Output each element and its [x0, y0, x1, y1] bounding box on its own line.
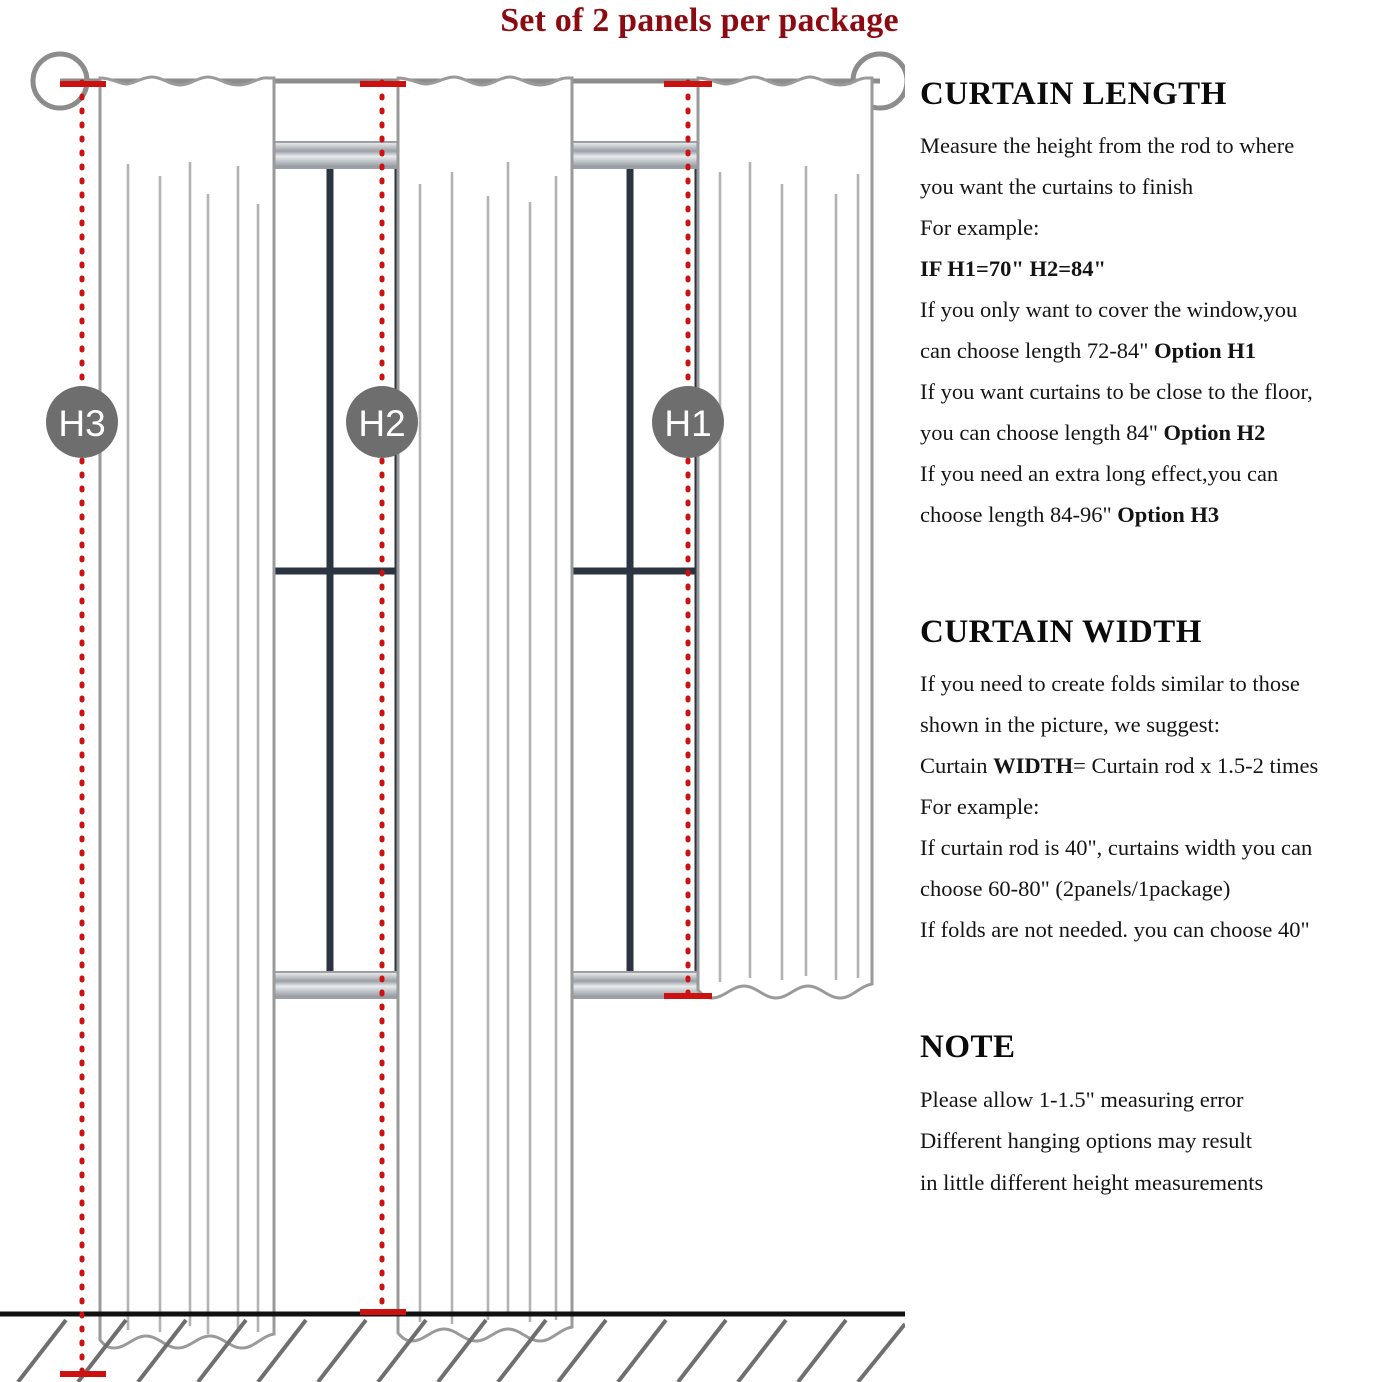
length-para-2: can choose length 72-84"	[920, 337, 1155, 363]
length-para-4: you can choose length 84"	[920, 419, 1164, 445]
curtain-length-body	[920, 126, 1392, 535]
length-option-h2: Option H2	[1163, 419, 1266, 445]
svg-text:H1: H1	[664, 403, 712, 444]
note-body	[920, 1079, 1392, 1203]
curtain-panel-right	[698, 77, 872, 998]
width-formula-pre: Curtain	[920, 752, 994, 778]
length-example-bold: IF H1=70" H2=84"	[920, 256, 1107, 282]
width-example-2: choose 60-80" (2panels/1package)	[920, 875, 1231, 901]
width-example-3: If folds are not needed. you can choose 40"	[920, 916, 1310, 942]
width-formula-bold: WIDTH	[993, 752, 1074, 778]
section-curtain-length	[920, 76, 1392, 536]
length-para-5: If you need an extra long effect,you can	[920, 460, 1279, 486]
length-para-6: choose length 84-96"	[920, 501, 1118, 527]
section-curtain-width	[920, 614, 1392, 951]
curtain-panel-left	[100, 77, 274, 1348]
length-para-1: If you only want to cover the window,you	[920, 297, 1298, 323]
length-line-2: you want the curtains to finish	[920, 174, 1194, 200]
length-option-h3: Option H3	[1117, 501, 1220, 527]
note-heading: NOTE	[920, 1028, 1016, 1065]
width-formula-post: = Curtain rod x 1.5-2 times	[1073, 752, 1319, 778]
note-line-2: Different hanging options may result	[920, 1128, 1253, 1154]
width-example-label: For example:	[920, 793, 1040, 819]
curtain-panel-middle	[398, 77, 572, 1341]
section-note	[920, 1029, 1392, 1203]
curtain-width-body	[920, 664, 1392, 951]
note-line-1: Please allow 1-1.5" measuring error	[920, 1086, 1244, 1112]
width-example-1: If curtain rod is 40", curtains width you can	[920, 834, 1313, 860]
length-option-h1: Option H1	[1154, 337, 1257, 363]
curtain-length-heading: CURTAIN LENGTH	[920, 76, 1227, 112]
length-line-1: Measure the height from the rod to where	[920, 133, 1295, 159]
curtain-diagram	[0, 44, 905, 1382]
width-line-1: If you need to create folds similar to those	[920, 670, 1300, 696]
svg-text:H2: H2	[358, 403, 406, 444]
width-line-2: shown in the picture, we suggest:	[920, 711, 1220, 737]
marker-h1	[652, 386, 724, 458]
note-line-3: in little different height measurements	[920, 1169, 1264, 1195]
page-title: Set of 2 panels per package	[500, 2, 899, 39]
curtain-width-heading: CURTAIN WIDTH	[920, 613, 1202, 650]
length-para-3: If you want curtains to be close to the floor,	[920, 378, 1313, 404]
svg-text:H3: H3	[58, 403, 106, 444]
marker-h2	[346, 386, 418, 458]
text-column	[920, 76, 1392, 1203]
length-line-3: For example:	[920, 215, 1040, 241]
marker-h3	[46, 386, 118, 458]
